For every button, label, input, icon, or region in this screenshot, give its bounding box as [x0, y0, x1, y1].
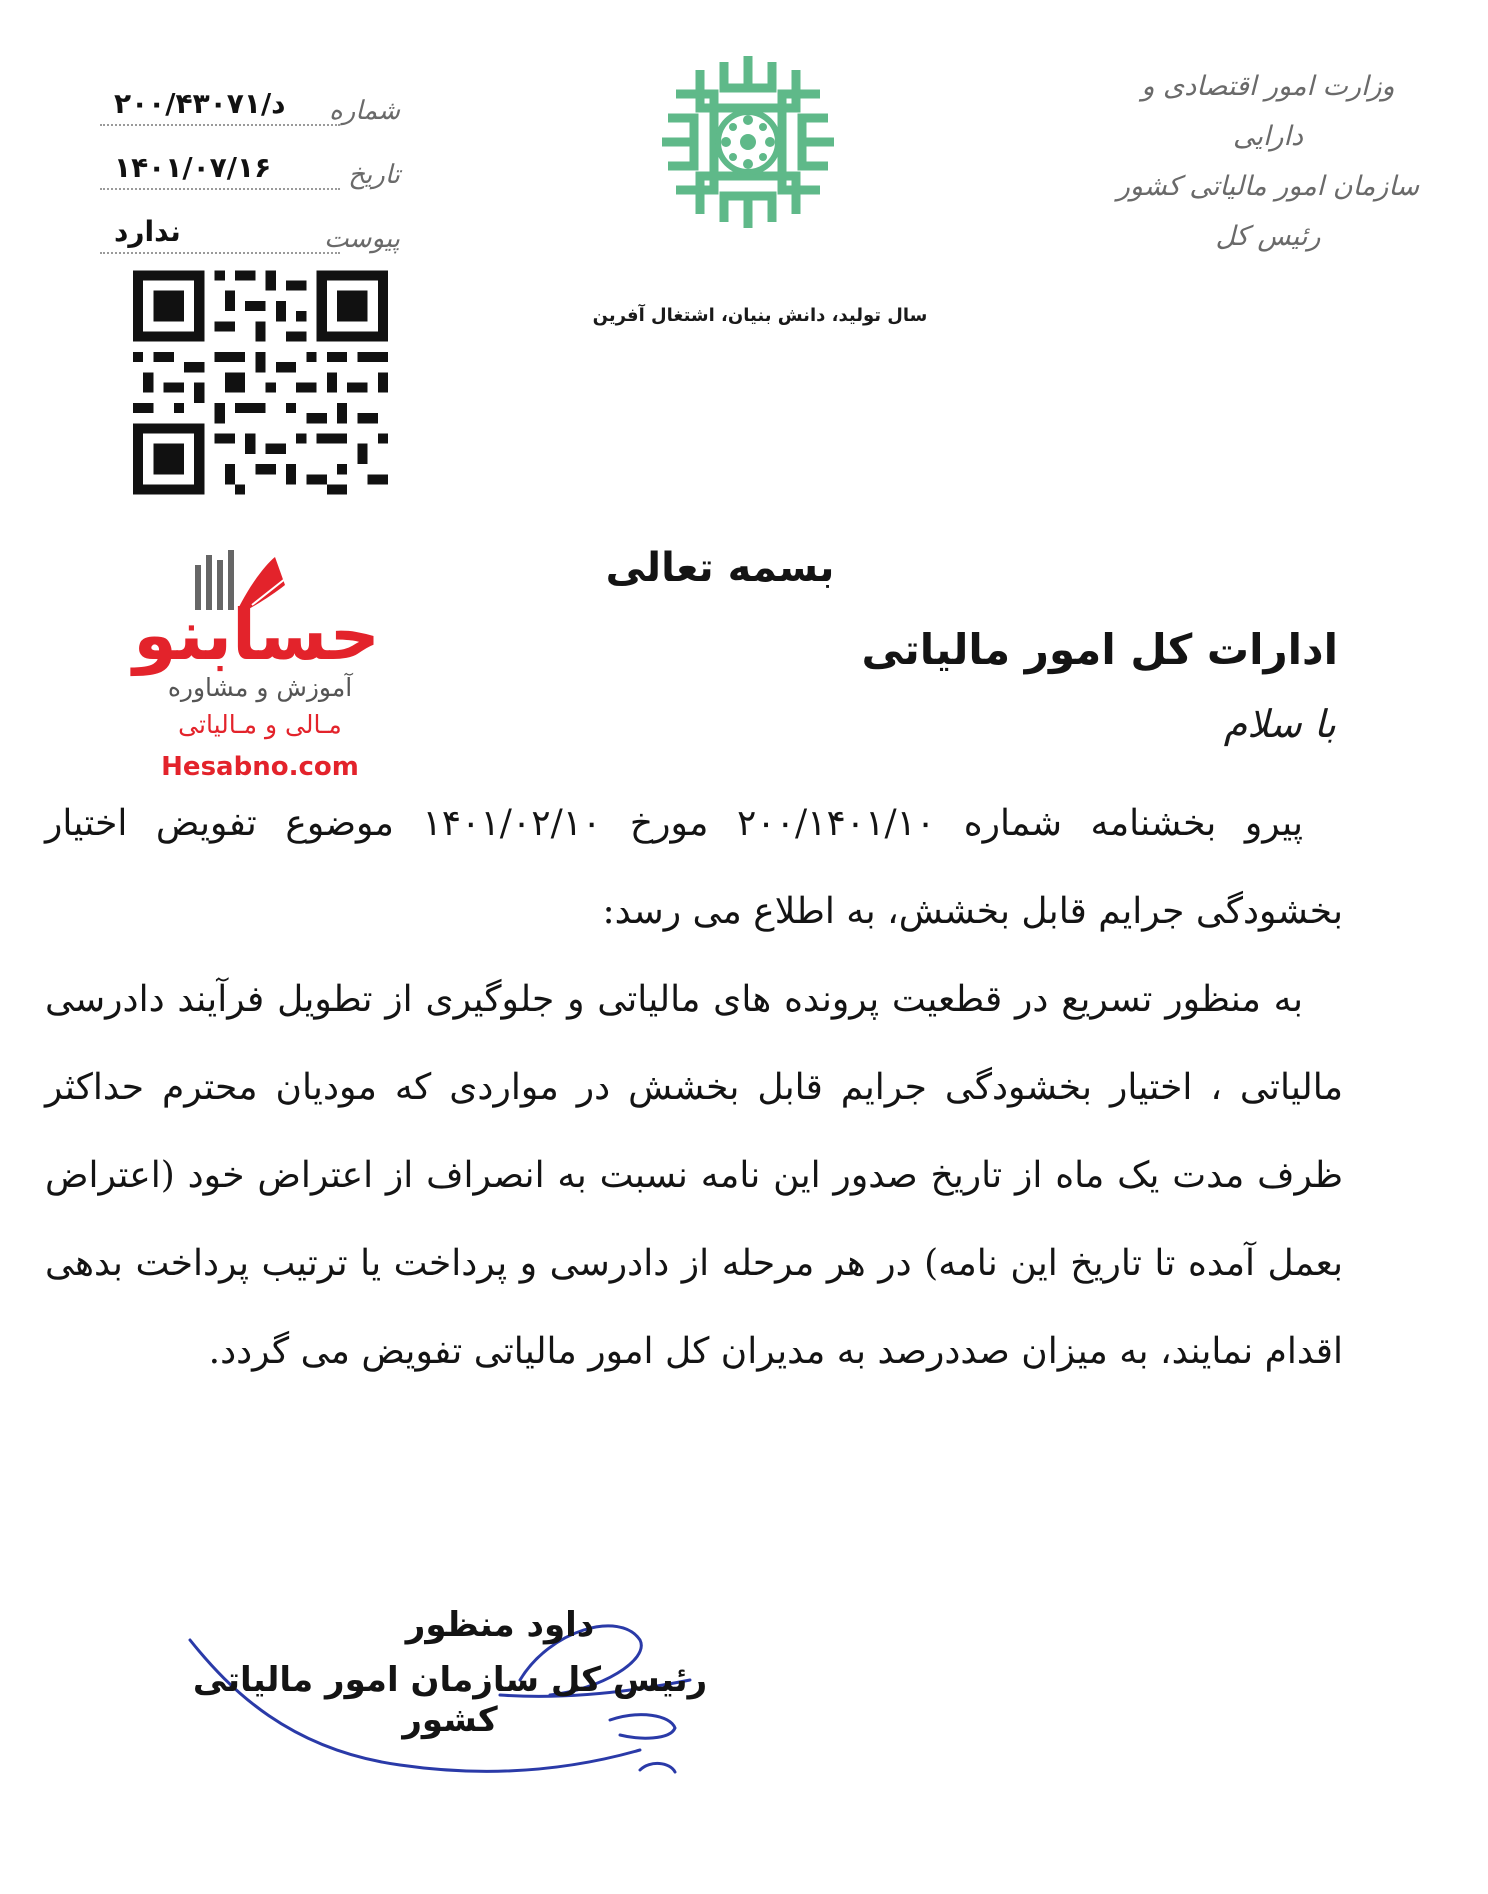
hesabno-tagline-1: آموزش و مشاوره — [167, 673, 353, 702]
hesabno-website[interactable]: Hesabno.com — [161, 752, 359, 782]
letter-number-label: شماره — [329, 96, 400, 126]
tax-organization-emblem-icon — [654, 48, 842, 236]
signatory-name: داود منظور — [405, 1605, 595, 1645]
organization-name: سازمان امور مالیاتی کشور — [1116, 171, 1420, 202]
letter-number-row — [100, 62, 400, 126]
letter-meta — [100, 62, 400, 254]
year-slogan: سال تولید، دانش بنیان، اشتغال آفرین — [592, 305, 928, 326]
office-title: رئیس کل — [1215, 221, 1321, 252]
qr-code-icon[interactable] — [133, 270, 388, 495]
letter-salutation: با سلام — [1223, 702, 1336, 746]
letter-invocation: بسمه تعالی — [605, 545, 835, 591]
letter-number-value: د/۲۰۰/۴۳۰۷۱ — [100, 84, 340, 126]
letter-body — [45, 780, 1343, 1396]
ministry-header — [1103, 62, 1433, 262]
letter-date-label: تاریخ — [348, 160, 400, 190]
hesabno-logo-word: حسابنو — [133, 594, 380, 676]
letter-attachment-value: ندارد — [100, 212, 340, 254]
letter-attachment-row — [100, 190, 400, 254]
letter-recipient: ادارات کل امور مالیاتی — [861, 625, 1338, 674]
letter-paragraph-1: پیرو بخشنامه شماره ۲۰۰/۱۴۰۱/۱۰ مورخ ۱۴۰۱/۰۲/۱۰ موضوع تفویض اختیار بخشودگی جرایم قابل بخشش، به اطلاع می رسد: — [45, 803, 1343, 932]
hesabno-tagline-2: مـالی و مـالیاتی — [178, 710, 342, 739]
letter-attachment-label: پیوست — [324, 224, 400, 254]
ministry-name: وزارت امور اقتصادی و دارایی — [1141, 71, 1395, 152]
signatory-title: رئیس کل سازمان امور مالیاتی کشور — [192, 1660, 708, 1740]
letter-date-row — [100, 126, 400, 190]
letter-date-value: ۱۴۰۱/۰۷/۱۶ — [100, 148, 340, 190]
letter-paragraph-2: به منظور تسریع در قطعیت پرونده های مالیاتی و جلوگیری از تطویل فرآیند دادرسی مالیاتی ، اختیار بخشودگی جرایم قابل بخشش در مواردی که مودیان محترم حداکثر ظرف مدت یک ماه از تاریخ صدور این نامه نسبت به انصراف از اعتراض خود (اعتراض بعمل آمده تا تاریخ این نامه) در هر مرحله از دادرسی و پرداخت یا ترتیب پرداخت بدهی اقدام نمایند، به میزان صددرصد به مدیران کل امور مالیاتی تفویض می گردد. — [45, 979, 1343, 1372]
